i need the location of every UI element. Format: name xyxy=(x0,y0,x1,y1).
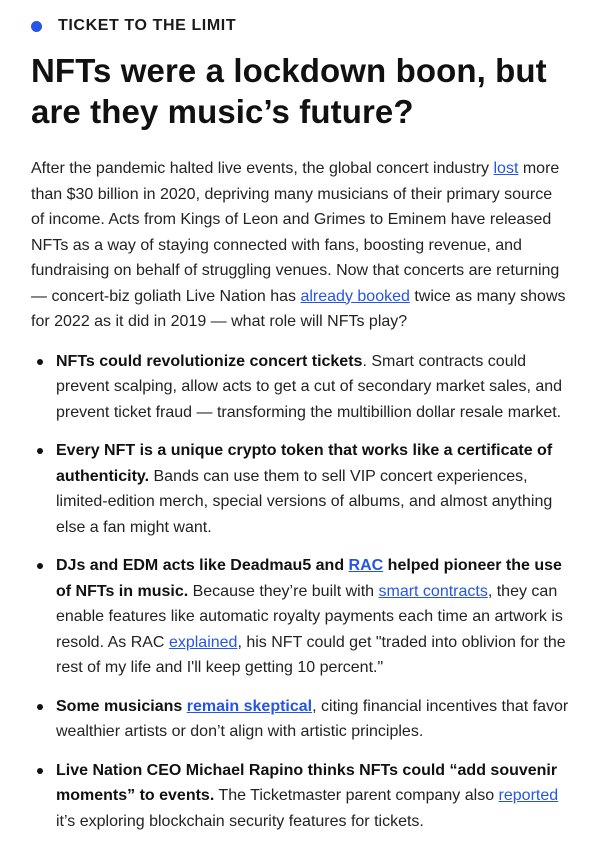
bullet-text: it’s exploring blockchain security features for tickets. xyxy=(56,812,424,830)
link-explained[interactable]: explained xyxy=(168,633,238,651)
bullet-text: Bands can use them to sell VIP concert experiences, limited-edition merch, special versions of albums, and almost anything else a fan might want. xyxy=(56,467,553,536)
bullet-list xyxy=(31,349,569,835)
link-rac[interactable]: RAC xyxy=(348,557,384,574)
intro-text: twice as many shows for 2022 as it did in 2019 — what role will NFTs play? xyxy=(31,287,566,330)
bullet-lead: DJs and EDM acts like Deadmau5 and xyxy=(56,557,349,574)
list-item xyxy=(31,349,569,426)
link-reported[interactable]: reported xyxy=(498,787,559,804)
intro-paragraph xyxy=(31,156,569,335)
bullet-text: The Ticketmaster parent company also xyxy=(214,787,499,804)
bullet-lead: NFTs could revolutionize concert tickets xyxy=(56,352,363,370)
bullet-text: , citing financial incentives that favor wealthier artists or don’t align with artistic principles. xyxy=(56,697,569,740)
headline: NFTs were a lockdown boon, but are they music’s future? xyxy=(31,52,547,130)
link-smart-contracts[interactable]: smart contracts xyxy=(378,582,488,600)
article xyxy=(0,17,591,834)
bullet-lead: Every NFT is a unique crypto token that works like a certificate of authenticity. xyxy=(56,442,553,485)
list-item xyxy=(31,694,569,745)
bullet-lead: Live Nation CEO Michael Rapino thinks NFTs could “add souvenir moments” to events. xyxy=(56,761,558,804)
kicker xyxy=(31,17,569,35)
intro-text: After the pandemic halted live events, the global concert industry xyxy=(31,160,494,177)
bullet-lead: helped pioneer the use of NFTs in music. xyxy=(56,557,562,600)
kicker-label: TICKET TO THE LIMIT xyxy=(58,17,237,34)
list-item xyxy=(31,438,569,540)
kicker-dot-icon xyxy=(31,21,42,32)
list-item xyxy=(31,758,569,835)
link-lost[interactable]: lost xyxy=(493,160,519,177)
bullet-text: , his NFT could get "traded into oblivion for the rest of my life and I'll keep getting 10 percent." xyxy=(56,633,566,676)
list-item xyxy=(31,553,569,681)
bullet-lead: Some musicians xyxy=(56,697,187,715)
intro-text: more than $30 billion in 2020, depriving many musicians of their primary source of income. Acts from Kings of Leon and Grimes to Eminem have released NFTs as a way of staying connected with fans, boosting revenue, and fundraising on behalf of struggling venues. Now that concerts are returning — concert-biz goliath Live Nation has xyxy=(31,160,560,305)
bullet-text: , they can enable features like automatic royalty payments each time an artwork is resold. As RAC xyxy=(56,582,563,651)
link-already-booked[interactable]: already booked xyxy=(300,287,410,305)
bullet-text: . Smart contracts could prevent scalping, allow acts to get a cut of secondary market sales, and prevent ticket fraud — transforming the multibillion dollar resale market. xyxy=(56,352,563,421)
link-remain-skeptical[interactable]: remain skeptical xyxy=(186,697,313,715)
bullet-text: Because they’re built with xyxy=(188,582,379,600)
